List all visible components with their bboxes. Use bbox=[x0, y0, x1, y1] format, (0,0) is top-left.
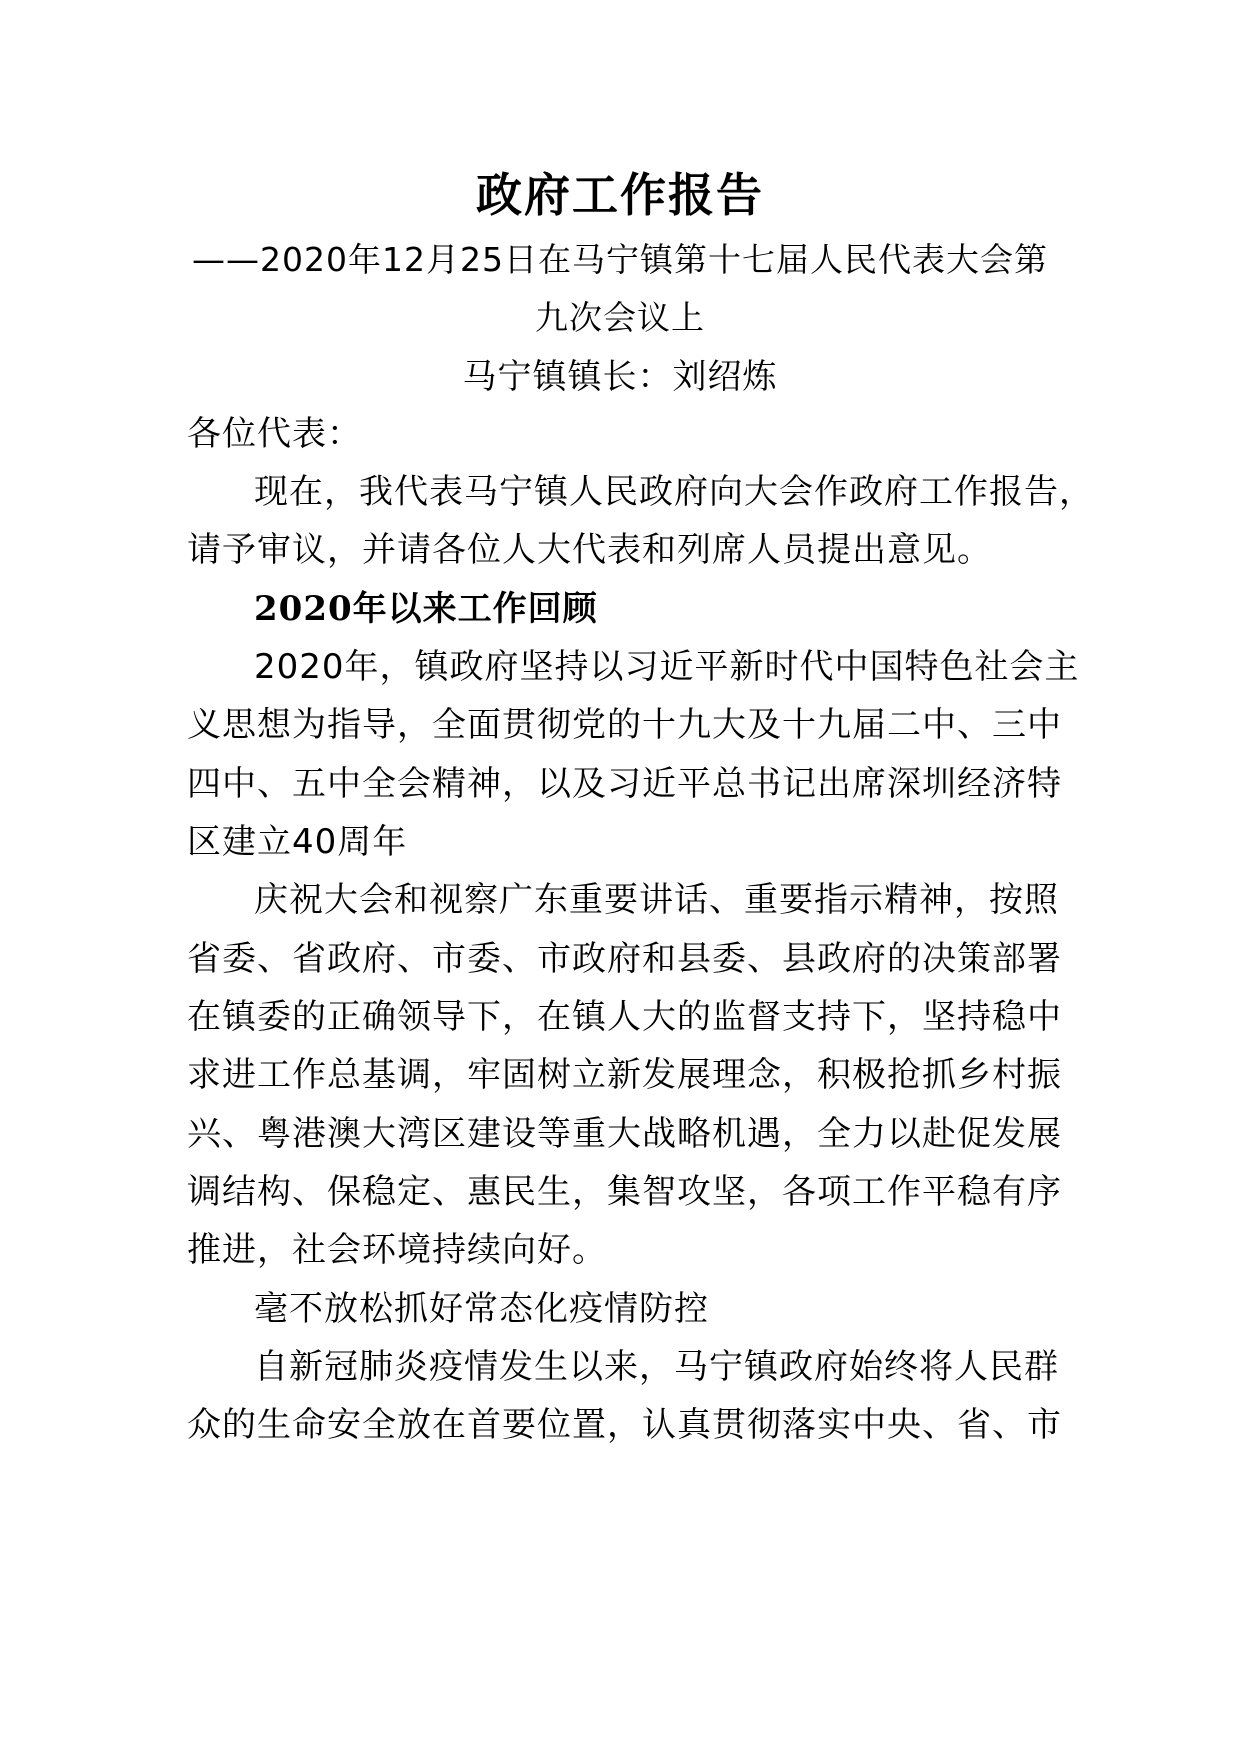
para1-line-1: 2020年，镇政府坚持以习近平新时代中国特色社会主 bbox=[254, 647, 1080, 687]
subtitle-line-1: ——2020年12月25日在马宁镇第十七届人民代表大会第 bbox=[192, 240, 1048, 279]
para2-line-1: 庆祝大会和视察广东重要讲话、重要指示精神，按照 bbox=[254, 880, 1059, 920]
para2-line-5: 兴、粤港澳大湾区建设等重大战略机遇，全力以赴促发展 bbox=[187, 1114, 1062, 1154]
para2-line-3: 在镇委的正确领导下，在镇人大的监督支持下，坚持稳中 bbox=[187, 997, 1062, 1037]
intro-line-2: 请予审议，并请各位人大代表和列席人员提出意见。 bbox=[187, 530, 992, 570]
section-heading: 2020年以来工作回顾 bbox=[254, 589, 598, 629]
para1-line-4: 区建立40周年 bbox=[187, 822, 408, 862]
subheading: 毫不放松抓好常态化疫情防控 bbox=[254, 1289, 709, 1329]
para2-line-7: 推进，社会环境持续向好。 bbox=[187, 1230, 607, 1270]
para1-line-3: 四中、五中全会精神，以及习近平总书记出席深圳经济特 bbox=[187, 764, 1062, 804]
para3-line-1: 自新冠肺炎疫情发生以来，马宁镇政府始终将人民群 bbox=[254, 1347, 1059, 1387]
para3-line-2: 众的生命安全放在首要位置，认真贯彻落实中央、省、市 bbox=[187, 1405, 1062, 1445]
para2-line-2: 省委、省政府、市委、市政府和县委、县政府的决策部署 bbox=[187, 939, 1062, 979]
para2-line-6: 调结构、保稳定、惠民生，集智攻坚，各项工作平稳有序 bbox=[187, 1172, 1062, 1212]
salutation: 各位代表： bbox=[187, 414, 362, 454]
para2-line-4: 求进工作总基调，牢固树立新发展理念，积极抢抓乡村振 bbox=[187, 1055, 1062, 1095]
para1-line-2: 义思想为指导，全面贯彻党的十九大及十九届二中、三中 bbox=[187, 705, 1062, 745]
author-line: 马宁镇镇长：刘绍炼 bbox=[462, 357, 778, 397]
intro-line-1: 现在，我代表马宁镇人民政府向大会作政府工作报告， bbox=[254, 472, 1094, 512]
subtitle-line-2: 九次会议上 bbox=[535, 298, 705, 337]
document-title: 政府工作报告 bbox=[476, 168, 764, 222]
